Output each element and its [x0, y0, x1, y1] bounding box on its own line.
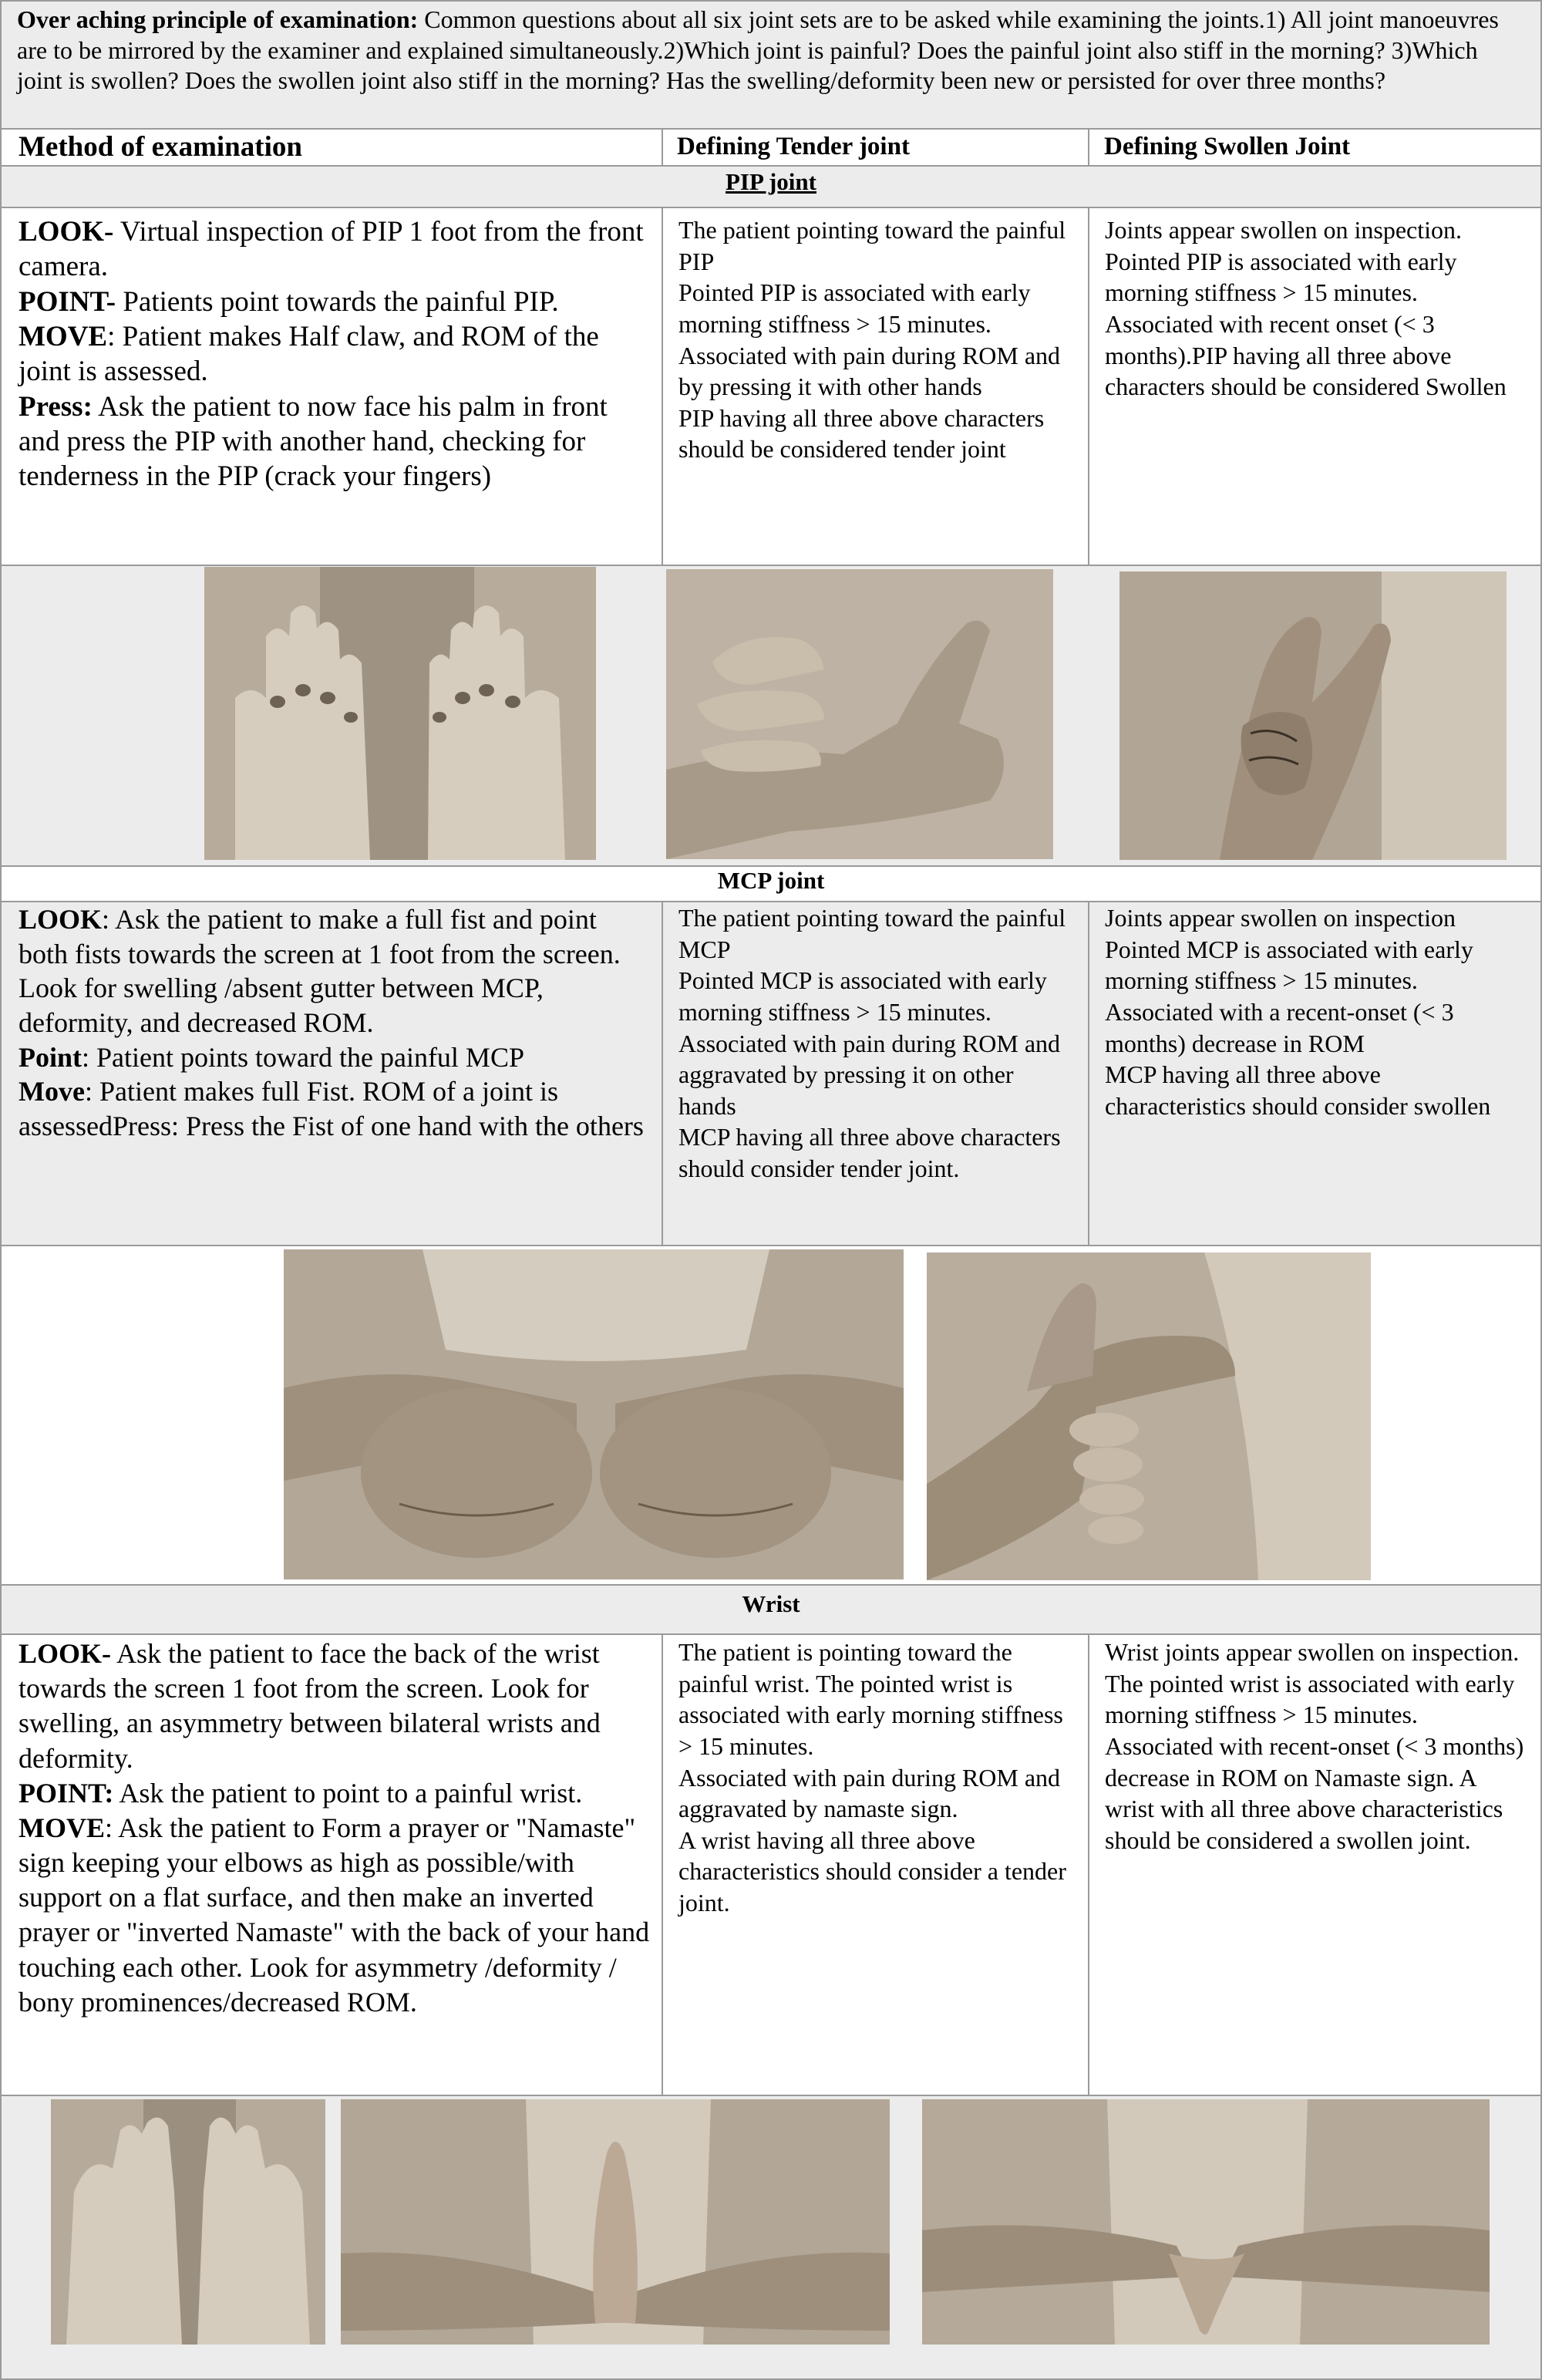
pip-swollen-text: Joints appear swollen on inspection. Pointed PIP is associated with early morning stiffness > 15 minutes. Associated with recent onset (< 3 months).PIP having all three above characters should be considered Swollen	[1105, 216, 1507, 401]
pip-press-photo	[1119, 571, 1507, 860]
mcp-look-text: : Ask the patient to make a full fist and point both fists towards the screen at 1 foot from the screen. Look for swelling /absent gutter between MCP, deformity, and decreased ROM.	[19, 904, 621, 1038]
mcp-move-label: Move	[19, 1076, 85, 1107]
pip-method-text	[19, 214, 652, 494]
pip-point-text: Patients point towards the painful PIP.	[116, 285, 559, 318]
mcp-look-label: LOOK	[19, 904, 103, 935]
header-tender: Defining Tender joint	[677, 133, 910, 160]
header-method: Method of examination	[19, 131, 302, 163]
wrist-back-photo	[51, 2099, 325, 2345]
wrist-look-text: Ask the patient to face the back of the wrist towards the screen 1 foot from the screen. Look for swelling, an asymmetry between bilateral wrists and deformity.	[19, 1638, 601, 1774]
mcp-move-text: : Patient makes full Fist. ROM of a joint is assessedPress: Press the Fist of one hand with the others	[19, 1076, 644, 1141]
section-title-wrist-text: Wrist	[742, 1590, 800, 1617]
wrist-look-label: LOOK-	[19, 1638, 112, 1669]
pip-press-label: Press:	[19, 390, 93, 423]
wrist-move-label: MOVE	[19, 1812, 105, 1843]
intro-body: Common questions about all six joint sets are to be asked while examining the joints.1) All joint manoeuvres are to be mirrored by the examiner and explained simultaneously.2)Which joint is painful? Does the painful joint also stiff in the morning? 3)Which joint is swollen? Does the swollen joint also stiff in the morning? Has the swelling/deformity been new or persisted for over three months?	[17, 5, 1499, 95]
mcp-swollen-text: Joints appear swollen on inspection Pointed MCP is associated with early morning stiffness > 15 minutes. Associated with a recent-onset (< 3 months) decrease in ROM MCP having all three above characteristics should consider swollen	[1105, 904, 1491, 1120]
wrist-point-text: Ask the patient to point to a painful wrist.	[113, 1777, 583, 1809]
wrist-method-text	[19, 1637, 652, 2020]
mcp-point-text: : Patient points toward the painful MCP	[82, 1041, 524, 1073]
wrist-swollen-text: Wrist joints appear swollen on inspection. The pointed wrist is associated with early morning stiffness > 15 minutes. Associated with recent-onset (< 3 months) decrease in ROM on Namaste sign. A wrist with all three above characteristics should be considered a swollen joint.	[1105, 1638, 1524, 1854]
pip-look-text: Virtual inspection of PIP 1 foot from the front camera.	[19, 216, 644, 283]
mcp-press-photo	[927, 1252, 1371, 1580]
pip-look-label: LOOK-	[19, 216, 114, 248]
mcp-method-text	[19, 902, 652, 1143]
pip-tender-text: The patient pointing toward the painful PIP Pointed PIP is associated with early morning stiffness > 15 minutes. Associated with pain during ROM and by pressing it with other hands PIP having all three above characters should be considered tender joint	[678, 216, 1066, 464]
wrist-point-label: POINT:	[19, 1777, 114, 1809]
pip-press-text: Ask the patient to now face his palm in front and press the PIP with another hand, checking for tenderness in the PIP (crack your fingers)	[19, 390, 608, 493]
section-title-mcp-text: MCP joint	[717, 867, 825, 894]
mcp-tender-text: The patient pointing toward the painful MCP Pointed MCP is associated with early morning stiffness > 15 minutes. Associated with pain during ROM and aggravated by pressing it on other hands MCP having all three above characters should consider tender joint.	[678, 904, 1066, 1182]
pip-move-text: : Patient makes Half claw, and ROM of the joint is assessed.	[19, 320, 599, 388]
pip-hands-back-photo	[204, 567, 596, 860]
wrist-tender-text: The patient is pointing toward the painful wrist. The pointed wrist is associated with early morning stiffness > 15 minutes. Associated with pain during ROM and aggravated by namaste sign. A wrist having all three above characteristics should consider a tender joint.	[678, 1638, 1066, 1916]
pip-move-label: MOVE	[19, 320, 108, 352]
mcp-point-label: Point	[19, 1041, 82, 1073]
mcp-fists-photo	[284, 1249, 904, 1579]
pip-point-label: POINT-	[19, 285, 116, 318]
section-title-pip	[0, 168, 1542, 196]
section-title-mcp	[0, 867, 1542, 895]
intro-label: Over aching principle of examination:	[17, 5, 419, 33]
pip-half-claw-photo	[666, 569, 1053, 859]
wrist-namaste-photo	[341, 2099, 890, 2345]
header-swollen: Defining Swollen Joint	[1104, 133, 1351, 160]
intro-text	[17, 5, 1520, 96]
section-title-pip-text: PIP joint	[726, 168, 816, 195]
wrist-move-text: : Ask the patient to Form a prayer or "Namaste" sign keeping your elbows as high as possible/with support on a flat surface, and then make an inverted prayer or "inverted Namaste" with the back of your hand touching each other. Look for asymmetry /deformity / bony prominences/decreased ROM.	[19, 1812, 650, 2018]
section-title-wrist	[0, 1590, 1542, 1618]
wrist-inverted-namaste-photo	[922, 2099, 1490, 2345]
